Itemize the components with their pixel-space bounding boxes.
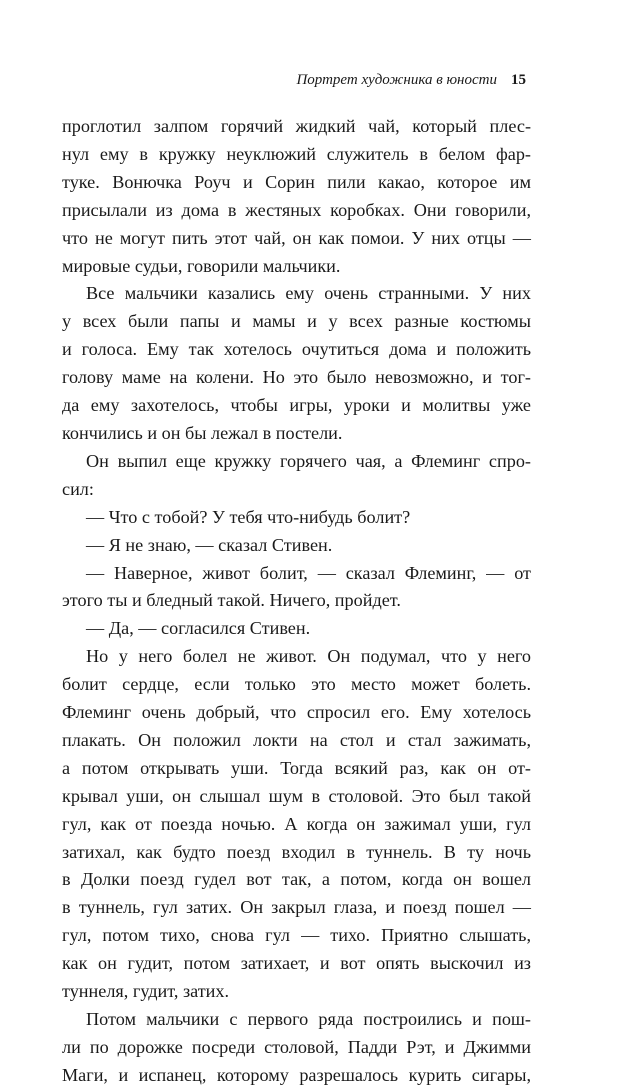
text-line: плакать. Он положил локти на стол и стал зажимать,	[62, 729, 531, 750]
text-line: — Что с тобой? У тебя что-нибудь болит?	[86, 506, 411, 527]
text-line: затихал, как будто поезд входил в туннель. В ту ночь	[62, 841, 531, 862]
text-line: что не могут пить этот чай, он как помои. У них отцы —	[62, 227, 531, 248]
text-line: нул ему в кружку неуклюжий служитель в белом фар-	[62, 143, 531, 164]
text-line: проглотил залпом горячий жидкий чай, который плес-	[62, 116, 531, 136]
text-line: присылали из дома в жестяных коробках. Они говорили,	[62, 199, 531, 220]
text-line: Флеминг очень добрый, что спросил его. Ему хотелось	[62, 702, 531, 723]
text-line: гул, как от поезда ночью. А когда он зажимал уши, гул	[62, 813, 531, 834]
text-line: болит сердце, если только это место может болеть.	[62, 674, 531, 695]
text-line: — Наверное, живот болит, — сказал Флеминг, — от	[86, 562, 531, 583]
page-number: 15	[511, 72, 526, 88]
text-line: да ему захотелось, чтобы игры, уроки и молитвы уже	[62, 395, 531, 416]
text-line: этого ты и бледный такой. Ничего, пройдет.	[62, 590, 401, 611]
running-head-title: Портрет художника в юности	[296, 72, 497, 88]
running-head	[296, 72, 526, 89]
text-line: Он выпил еще кружку горячего чая, а Флеминг спро-	[86, 450, 531, 471]
text-line: мировые судьи, говорили мальчики.	[62, 255, 341, 276]
text-line: Потом мальчики с первого ряда построились и пош-	[86, 1009, 531, 1029]
body-text	[62, 113, 531, 1090]
text-line: а потом открывать уши. Тогда всякий раз, как он от-	[62, 757, 531, 778]
text-line: крывал уши, он слышал шум в столовой. Это был такой	[62, 785, 531, 806]
text-line: ли по дорожке посреди столовой, Падди Рэт, и Джимми	[62, 1036, 531, 1057]
text-line: кончились и он бы лежал в постели.	[62, 422, 343, 443]
text-line: Маги, и испанец, которому разрешалось курить сигары,	[62, 1064, 531, 1085]
text-line: как он гудит, потом затихает, и вот опять выскочил из	[62, 953, 531, 974]
text-line: у всех были папы и мамы и у всех разные костюмы	[62, 311, 531, 332]
text-line: сил:	[62, 478, 94, 499]
text-line: — Да, — согласился Стивен.	[86, 618, 311, 639]
text-line: в туннель, гул затих. Он закрыл глаза, и поезд пошел —	[62, 897, 531, 918]
text-line: голову маме на колени. Но это было невозможно, и тог-	[62, 367, 531, 388]
text-line: туннеля, гудит, затих.	[62, 981, 230, 1002]
text-line: — Я не знаю, — сказал Стивен.	[86, 534, 333, 555]
text-line: гул, потом тихо, снова гул — тихо. Приятно слышать,	[62, 925, 531, 946]
text-line: Все мальчики казались ему очень странными. У них	[86, 283, 531, 304]
text-line: и голоса. Ему так хотелось очутиться дома и положить	[62, 339, 531, 360]
text-line: в Долки поезд гудел вот так, а потом, когда он вошел	[62, 869, 531, 890]
text-line: туке. Вонючка Роуч и Сорин пили какао, которое им	[62, 171, 531, 192]
text-line: Но у него болел не живот. Он подумал, что у него	[86, 646, 531, 667]
